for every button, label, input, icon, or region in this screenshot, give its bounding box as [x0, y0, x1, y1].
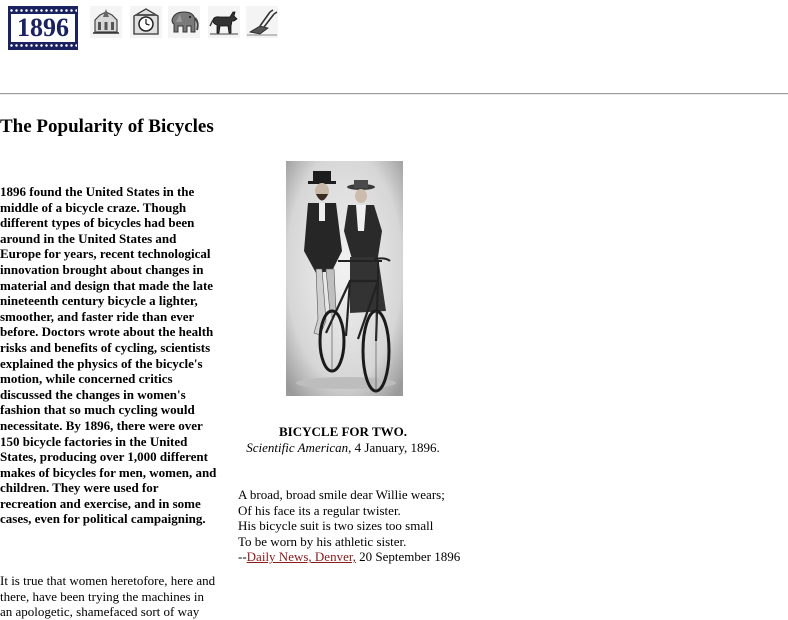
quote-paragraph: It is true that women heretofore, here and there, have been trying the machines in an apologetic, shamefaced sort of way — [0, 573, 216, 620]
poem-line: Of his face its a regular twister. — [238, 502, 401, 518]
caption-source-publication: Scientific American — [246, 440, 349, 455]
intro-paragraph: 1896 found the United States in the middle of a bicycle craze. Though different types of bicycles had been around in the United States and Europe for years, recent technological innovation brought about changes in material and design that made the late nineteenth century bicycle a lighter, smoother, and faster ride than ever before. Doctors wrote about the health risks and benefits of cycling, scientists explained the physics of the bicycle's motion, while concerned critics discussed the changes in women's fashion that so much cycling would necessitate. By 1896, there were over 150 bicycle factories in the United States, producing over 1,000 different makes of bicycles for men, women, and children. They were used for recreation and exercise, and in some cases, even for political campaigning. — [0, 184, 217, 527]
logo-year: 1896 — [11, 14, 75, 42]
horizontal-rule — [0, 93, 788, 95]
poem-block — [238, 487, 468, 565]
bicycle-for-two-photo — [286, 161, 403, 396]
article-text-column — [0, 184, 218, 620]
daily-news-denver-link[interactable]: Daily News, Denver, — [246, 549, 356, 565]
poem-line: A broad, broad smile dear Willie wears; — [238, 487, 445, 502]
donkey-icon[interactable] — [208, 6, 240, 38]
attribution-date: 20 September 1896 — [355, 549, 461, 565]
elephant-icon[interactable] — [168, 6, 200, 38]
logo-1896-link[interactable] — [8, 6, 78, 50]
page-title: The Popularity of Bicycles — [0, 116, 214, 137]
attribution-prefix: -- — [238, 549, 247, 565]
caption-source — [238, 440, 448, 456]
poem-attribution — [238, 549, 468, 565]
photo-caption — [238, 424, 448, 456]
poem-line: To be worn by his athletic sister. — [238, 533, 407, 549]
poem-line: His bicycle suit is two sizes too small — [238, 518, 434, 534]
caption-title: BICYCLE FOR TWO. — [279, 424, 407, 439]
stars-decoration — [9, 43, 77, 48]
clock-icon[interactable] — [130, 6, 162, 38]
building-icon[interactable] — [90, 6, 122, 38]
caption-source-date: , 4 January, 1896. — [348, 440, 440, 455]
plow-icon[interactable] — [246, 6, 278, 38]
